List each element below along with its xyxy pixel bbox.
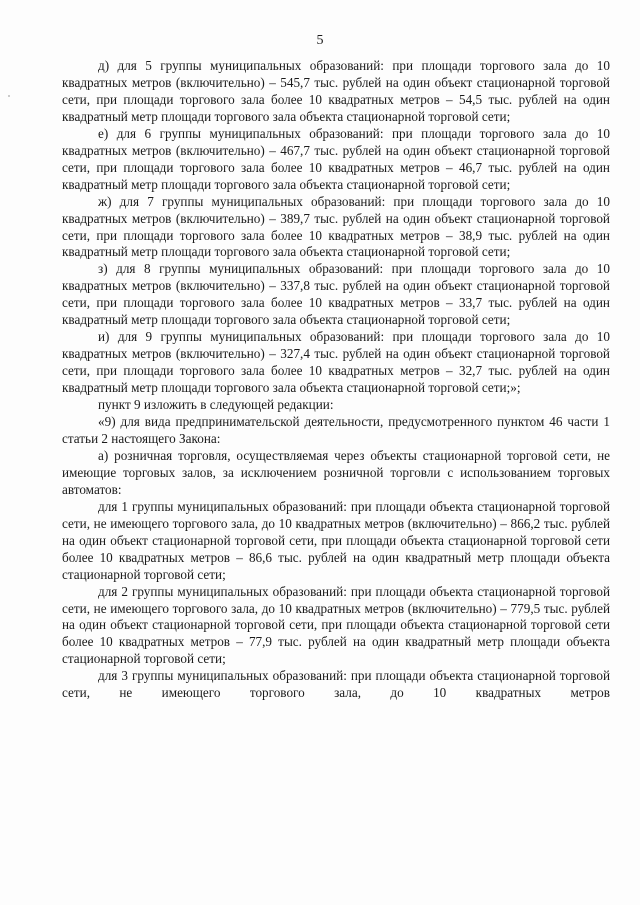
paragraph-d: д) для 5 группы муниципальных образований: при площади торгового зала до 10 квадратных метров (включительно) – 545,7 тыс. рублей на один объект стационарной торговой сети, при площади торгового зала более 10 квадратных метров – 54,5 тыс. рублей на один квадратный метр площади торгового зала объекта стационарной торговой сети; <box>62 58 610 124</box>
scan-speck <box>8 95 10 97</box>
page-number: 5 <box>316 33 324 48</box>
paragraph-group-1: для 1 группы муниципальных образований: при площади объекта стационарной торговой сети, не имеющего торгового зала, до 10 квадратных метров (включительно) – 866,2 тыс. рублей на один объект стационарной торговой сети, при площади объекта стационарной торговой сети более 10 квадратных метров – 86,6 тыс. рублей на один квадратный метр площади объекта стационарной торговой сети; <box>62 498 610 582</box>
document-body <box>62 58 610 702</box>
paragraph-retail-a: а) розничная торговля, осуществляемая через объекты стационарной торговой сети, не имеющие торговых залов, за исключением розничной торговли с использованием торговых автоматов: <box>62 447 610 497</box>
paragraph-e: е) для 6 группы муниципальных образований: при площади торгового зала до 10 квадратных метров (включительно) – 467,7 тыс. рублей на один объект стационарной торговой сети, при площади торгового зала более 10 квадратных метров – 46,7 тыс. рублей на один квадратный метр площади торгового зала объекта стационарной торговой сети; <box>62 125 610 192</box>
paragraph-group-3: для 3 группы муниципальных образований: при площади объекта стационарной торговой сети, не имеющего торгового зала, до 10 квадратных метров <box>62 668 610 701</box>
paragraph-item-9-intro: пункт 9 изложить в следующей редакции: <box>98 397 334 413</box>
paragraph-item-9: «9) для вида предпринимательской деятельности, предусмотренного пунктом 46 части 1 статьи 2 настоящего Закона: <box>62 414 610 446</box>
paragraph-zh: ж) для 7 группы муниципальных образований: при площади торгового зала до 10 квадратных метров (включительно) – 389,7 тыс. рублей на один объект стационарной торговой сети, при площади торгового зала более 10 квадратных метров – 38,9 тыс. рублей на один квадратный метр площади торгового зала объекта стационарной торговой сети; <box>62 193 610 260</box>
paragraph-i: и) для 9 группы муниципальных образований: при площади торгового зала до 10 квадратных метров (включительно) – 327,4 тыс. рублей на один объект стационарной торговой сети, при площади торгового зала более 10 квадратных метров – 32,7 тыс. рублей на один квадратный метр площади торгового зала объекта стационарной торговой сети;»; <box>62 329 610 396</box>
paragraph-group-2: для 2 группы муниципальных образований: при площади объекта стационарной торговой сети, не имеющего торгового зала, до 10 квадратных метров (включительно) – 779,5 тыс. рублей на один объект стационарной торговой сети, при площади объекта стационарной торговой сети более 10 квадратных метров – 77,9 тыс. рублей на один квадратный метр площади объекта стационарной торговой сети; <box>62 583 610 667</box>
paragraph-z: з) для 8 группы муниципальных образований: при площади торгового зала до 10 квадратных метров (включительно) – 337,8 тыс. рублей на один объект стационарной торговой сети, при площади торгового зала более 10 квадратных метров – 33,7 тыс. рублей на один квадратный метр площади торгового зала объекта стационарной торговой сети; <box>62 261 610 328</box>
